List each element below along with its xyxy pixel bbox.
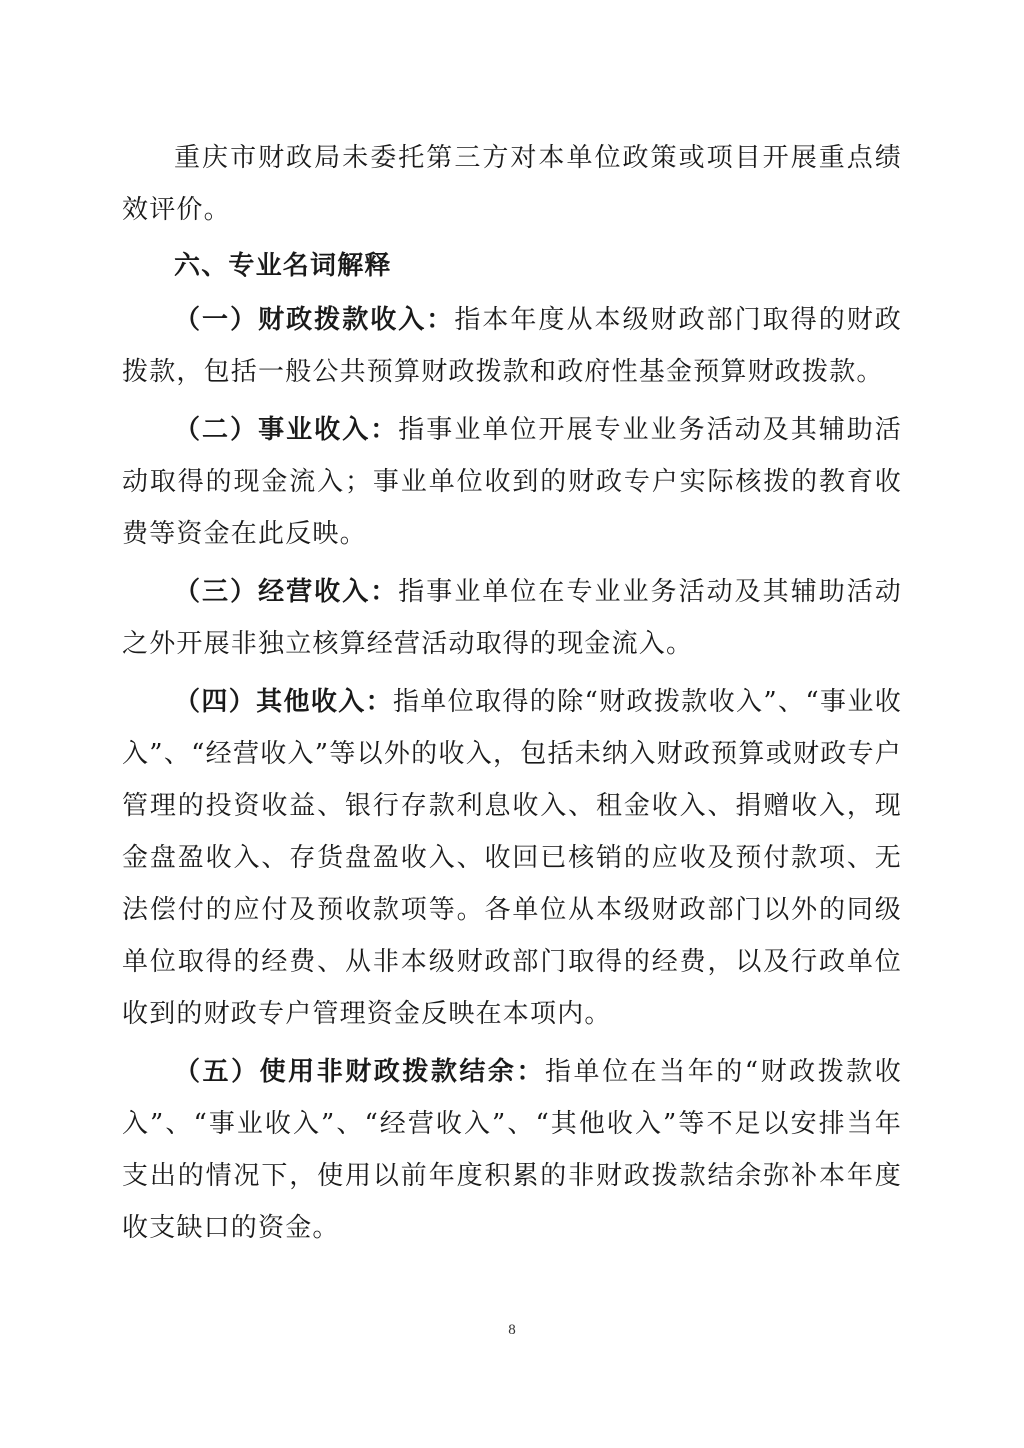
definition-term-5: （五）使用非财政拨款结余： <box>174 1057 546 1087</box>
definition-paragraph-1 <box>122 294 902 398</box>
intro-paragraph: 重庆市财政局未委托第三方对本单位政策或项目开展重点绩效评价。 <box>122 143 902 225</box>
definition-text-1: 指本年度从本级财政部门取得的财政拨款，包括一般公共预算财政拨款和政府性基金预算财政拨款。 <box>122 305 902 387</box>
definition-term-4: （四）其他收入： <box>174 687 393 717</box>
definition-term-3: （三）经营收入： <box>174 577 399 607</box>
definition-paragraph-4 <box>122 676 902 1040</box>
definition-paragraph-2 <box>122 404 902 560</box>
section-heading: 六、专业名词解释 <box>174 251 392 281</box>
definition-paragraph-5 <box>122 1046 902 1254</box>
definition-text-2: 指事业单位开展专业业务活动及其辅助活动取得的现金流入；事业单位收到的财政专户实际核拨的教育收费等资金在此反映。 <box>122 415 902 549</box>
definition-term-1: （一）财政拨款收入： <box>174 305 455 335</box>
definition-paragraph-3 <box>122 566 902 670</box>
definition-term-2: （二）事业收入： <box>174 415 399 445</box>
definition-text-3: 指事业单位在专业业务活动及其辅助活动之外开展非独立核算经营活动取得的现金流入。 <box>122 577 902 659</box>
definition-text-4: 指单位取得的除“财政拨款收入”、“事业收入”、“经营收入”等以外的收入，包括未纳入财政预算或财政专户管理的投资收益、银行存款利息收入、租金收入、捐赠收入，现金盘盈收入、存货盘盈收入、收回已核销的应收及预付款项、无法偿付的应付及预收款项等。各单位从本级财政部门以外的同级单位取得的经费、从非本级财政部门取得的经费，以及行政单位收到的财政专户管理资金反映在本项内。 <box>122 687 902 1029</box>
definition-text-5: 指单位在当年的“财政拨款收入”、“事业收入”、“经营收入”、“其他收入”等不足以安排当年支出的情况下，使用以前年度积累的非财政拨款结余弥补本年度收支缺口的资金。 <box>122 1057 902 1243</box>
document-body <box>122 132 902 1254</box>
page-number: 8 <box>508 1322 516 1338</box>
